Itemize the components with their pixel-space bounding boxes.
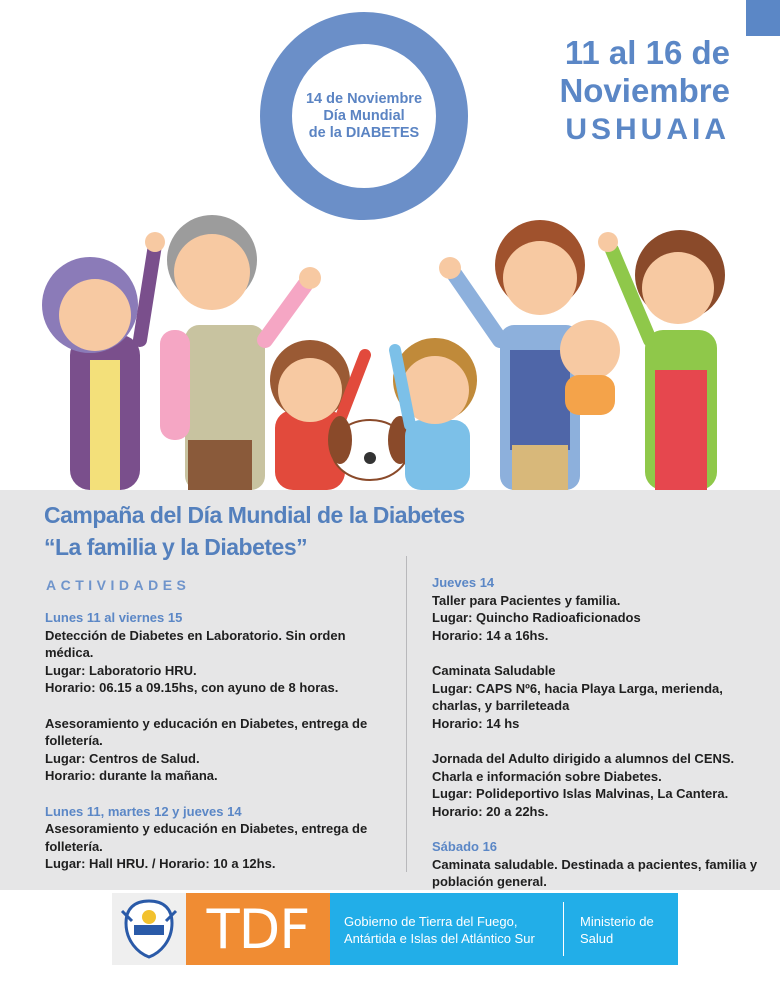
activity-block [432,662,762,732]
activity-line: Lugar: Centros de Salud. [45,750,200,766]
ring-line-1: 14 de Noviembre [305,90,423,107]
section-title: Lunes 11 al viernes 15 [45,610,183,625]
government-name [344,913,535,947]
activity-line: Horario: 20 a 22hs. [432,803,549,819]
activity-line: Lugar: Hall HRU. / Horario: 10 a 12hs. [45,856,276,871]
activity-line: Lugar: Polideportivo Islas Malvinas, La Cantera. [432,786,729,801]
city-name: USHUAIA [565,113,730,146]
corner-accent [746,0,780,36]
activity-block [45,715,380,785]
province-seal [112,893,186,965]
activity-line: Detección de Diabetes en Laboratorio. Sin orden médica. [45,627,346,660]
government-banner [330,893,678,965]
ring-line-2: Día Mundial [323,107,405,124]
section-title: Jueves 14 [432,575,495,590]
activity-line: Lugar: Laboratorio HRU. [45,662,197,678]
campaign-title: Campaña del Día Mundial de la Diabetes [44,502,465,528]
section-title: Lunes 11, martes 12 y jueves 14 [45,803,242,819]
activity-block [45,820,380,873]
activity-line: Jornada del Adulto dirigido a alumnos del CENS. Charla e información sobre Diabetes. [432,751,735,784]
family-illustration [0,190,780,490]
tdf-logo: TDF [186,893,330,965]
column-divider [406,556,407,872]
activity-block [432,592,762,645]
ministry-line-2: Salud [580,931,614,946]
activity-block [45,627,380,697]
government-line-2: Antártida e Islas del Atlántico Sur [344,931,535,946]
dates-line-1: 11 al 16 de [564,34,730,71]
ministry-name [580,913,654,947]
activity-line: Caminata saludable. Destinada a pacientes, familia y población general. [432,856,758,889]
activities-heading: ACTIVIDADES [46,577,191,593]
activity-line: Asesoramiento y educación en Diabetes, entrega de folletería. [45,821,368,854]
baby-figure [560,320,620,415]
government-line-1: Gobierno de Tierra del Fuego, [344,914,518,929]
activity-line: Lugar: CAPS Nº6, hacia Playa Larga, merienda, charlas, y barrileteada [432,680,723,713]
section-title: Sábado 16 [432,839,498,854]
activity-line: Horario: durante la mañana. [45,768,218,783]
activity-line: Lugar: Quincho Radioaficionados [432,610,641,625]
boy-figure [393,338,477,490]
province-seal-icon [112,893,186,965]
right-activities-column [432,574,762,909]
activity-line: Asesoramiento y educación en Diabetes, entrega de folletería. [45,715,368,748]
event-dates [559,34,730,150]
grandmother-figure [42,232,165,490]
banner-divider [563,902,564,956]
campaign-subtitle: “La familia y la Diabetes” [44,534,308,560]
activity-block [432,856,762,891]
activity-line: Horario: 14 a 16hs. [432,627,549,643]
activity-line: Horario: 06.15 a 09.15hs, con ayuno de 8 horas. [45,680,339,695]
diabetes-ring-logo [260,12,468,220]
activity-line: Taller para Pacientes y familia. [432,592,621,608]
activity-line: Caminata Saludable [432,663,556,678]
dates-line-2: Noviembre [559,72,730,109]
ring-line-3: de la DIABETES [308,124,420,141]
activity-block [432,750,762,820]
left-activities-column [45,609,380,891]
activity-line: Horario: 14 hs [432,715,520,731]
ministry-line-1: Ministerio de [580,914,654,929]
